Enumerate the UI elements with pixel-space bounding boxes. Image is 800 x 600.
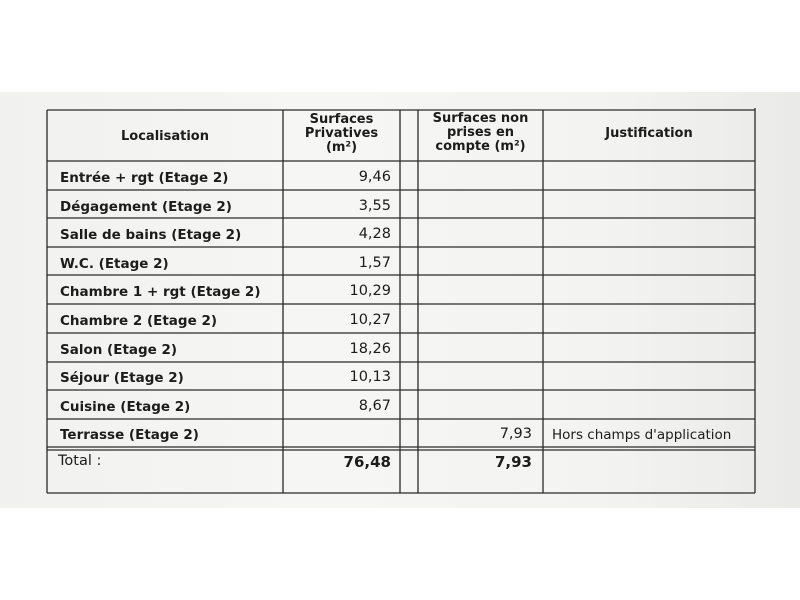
total-label: Total :: [58, 453, 102, 469]
header-privatives-line-1: Surfaces: [309, 112, 374, 127]
row-surface-privative: 3,55: [358, 198, 391, 214]
header-privatives-line-3: (m²): [325, 140, 358, 155]
row-localisation: Séjour (Etage 2): [60, 370, 184, 386]
row-surface-privative: 8,67: [358, 398, 391, 414]
row-surface-privative: 10,13: [349, 369, 391, 385]
total-surface-privative: 76,48: [343, 453, 391, 471]
header-justification: Justification: [605, 126, 693, 141]
row-surface-privative: 4,28: [358, 226, 391, 242]
row-surface-privative: 10,29: [349, 283, 391, 299]
total-surface-non-prise: 7,93: [494, 453, 532, 471]
header-non-prises-line-2: prises en: [446, 125, 515, 140]
row-localisation: W.C. (Etage 2): [60, 256, 169, 272]
surface-table: [46, 108, 756, 494]
row-localisation: Salle de bains (Etage 2): [60, 227, 242, 243]
row-localisation: Chambre 2 (Etage 2): [60, 313, 218, 329]
row-surface-privative: 10,27: [349, 312, 391, 328]
row-localisation: Chambre 1 + rgt (Etage 2): [60, 284, 261, 300]
row-justification: Hors champs d'application: [552, 427, 732, 443]
header-surfaces-non-prises: [418, 112, 543, 154]
row-surface-privative: 1,57: [358, 255, 391, 271]
row-surface-privative: 9,46: [358, 169, 391, 185]
header-localisation: Localisation: [121, 129, 209, 144]
header-surfaces-privatives: [283, 113, 400, 155]
header-non-prises-line-3: compte (m²): [435, 139, 526, 154]
row-localisation: Entrée + rgt (Etage 2): [60, 170, 229, 186]
row-surface-non-prise: 7,93: [499, 426, 532, 442]
header-non-prises-line-1: Surfaces non: [432, 111, 529, 126]
row-localisation: Terrasse (Etage 2): [60, 427, 199, 443]
row-surface-privative: 18,26: [349, 341, 391, 357]
row-localisation: Dégagement (Etage 2): [60, 199, 232, 215]
row-localisation: Salon (Etage 2): [60, 342, 178, 358]
header-privatives-line-2: Privatives: [304, 126, 379, 141]
row-localisation: Cuisine (Etage 2): [60, 399, 191, 415]
